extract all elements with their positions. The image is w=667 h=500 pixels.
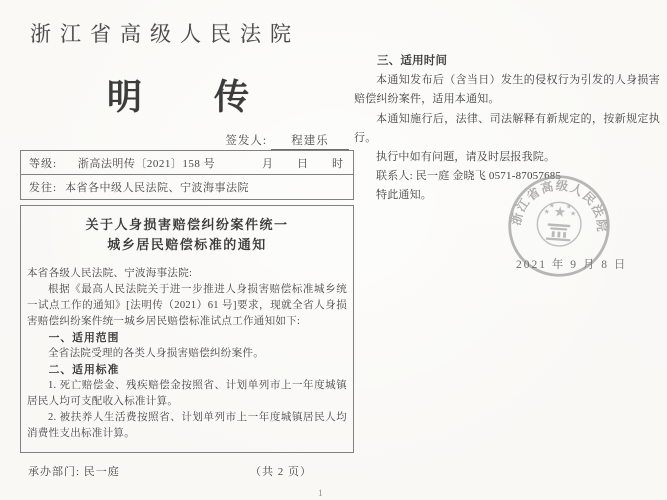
page-count: （共 2 页） [250,466,312,478]
handling-department: 承办部门: 民一庭 [28,466,120,478]
svg-text:★: ★ [553,204,567,221]
salutation: 本省各级人民法院、宁波海事法院: [27,268,193,279]
doc-type-char-2: 传 [214,78,250,117]
page2-paragraph-3: 执行中如有问题，请及时层报我院。 [376,151,556,164]
svg-text:★: ★ [548,202,556,210]
meta-table [20,150,354,200]
intro-paragraph: 根据《最高人民法院关于进一步推进人身损害赔偿标准城乡统一试点工作的通知》[法明传（2021）61 号]要求，现就全省人身损害赔偿纠纷案件统一城乡居民赔偿标准试点工作通知如下: [27,284,347,327]
document-number: 浙高法明传〔2021〕158 号 [77,157,216,170]
notice-body-box [20,205,354,453]
notice-title-line2: 城乡居民赔偿标准的通知 [107,237,267,252]
month-label: 月 [262,157,273,170]
meta-row-sent-to [21,175,353,199]
section-2-heading: 二、适用标准 [48,364,120,376]
seal-date: 2021 年 9 月 8 日 [516,259,628,271]
page2-paragraph-1: 本通知发布后（含当日）发生的侵权行为引发的人身损害赔偿纠纷案件，适用本通知。 [354,74,660,106]
hour-label: 时 [332,157,343,170]
svg-text:★: ★ [543,208,550,216]
section-1-body: 全省法院受理的各类人身损害赔偿纠纷案件。 [48,348,264,359]
signer-name: 程建乐 [271,132,349,150]
notice-title-line1: 关于人身损害赔偿纠纷案件统一 [85,217,289,232]
section-2-item-2: 2. 被扶养人生活费按照省、计划单列市上一年度城镇居民人均消费性支出标准计算。 [27,412,347,439]
national-emblem-icon [536,201,583,248]
page-number-marker: 1 [318,488,323,498]
closing-line: 特此通知。 [376,189,432,202]
section-2-item-1: 1. 死亡赔偿金、残疾赔偿金按照省、计划单列市上一年度城镇居民人均可支配收入标准计算。 [27,380,347,407]
grade-label: 等级: [29,157,58,170]
signer-label: 签发人: [225,135,268,147]
seal-curved-text: 浙江省高级人民法院 [508,178,609,234]
signer-line [18,132,355,150]
svg-text:★: ★ [569,210,577,218]
page-footer [20,463,354,479]
page2-paragraph-2: 本通知施行后，法律、司法解释有新规定的，按新规定执行。 [354,112,660,144]
month-day-hour [262,155,345,171]
section-3-heading: 三、适用时间 [377,55,448,67]
sent-to-value: 本省各中级人民法院、宁波海事法院 [65,182,250,194]
svg-text:★: ★ [565,203,573,211]
notice-body-text [27,266,347,442]
doc-type-char-1: 明 [106,78,142,117]
doc-type-title [18,70,338,120]
meta-row-grade [21,151,353,175]
section-1-heading: 一、适用范围 [48,332,120,344]
day-label: 日 [297,157,308,170]
court-name: 浙江省高级人民法院 [30,22,300,46]
sent-to-label: 发往: [29,182,58,194]
contact-line: 联系人: 民一庭 金晓飞 0571-87057685 [376,170,562,183]
page-1 [18,10,355,498]
